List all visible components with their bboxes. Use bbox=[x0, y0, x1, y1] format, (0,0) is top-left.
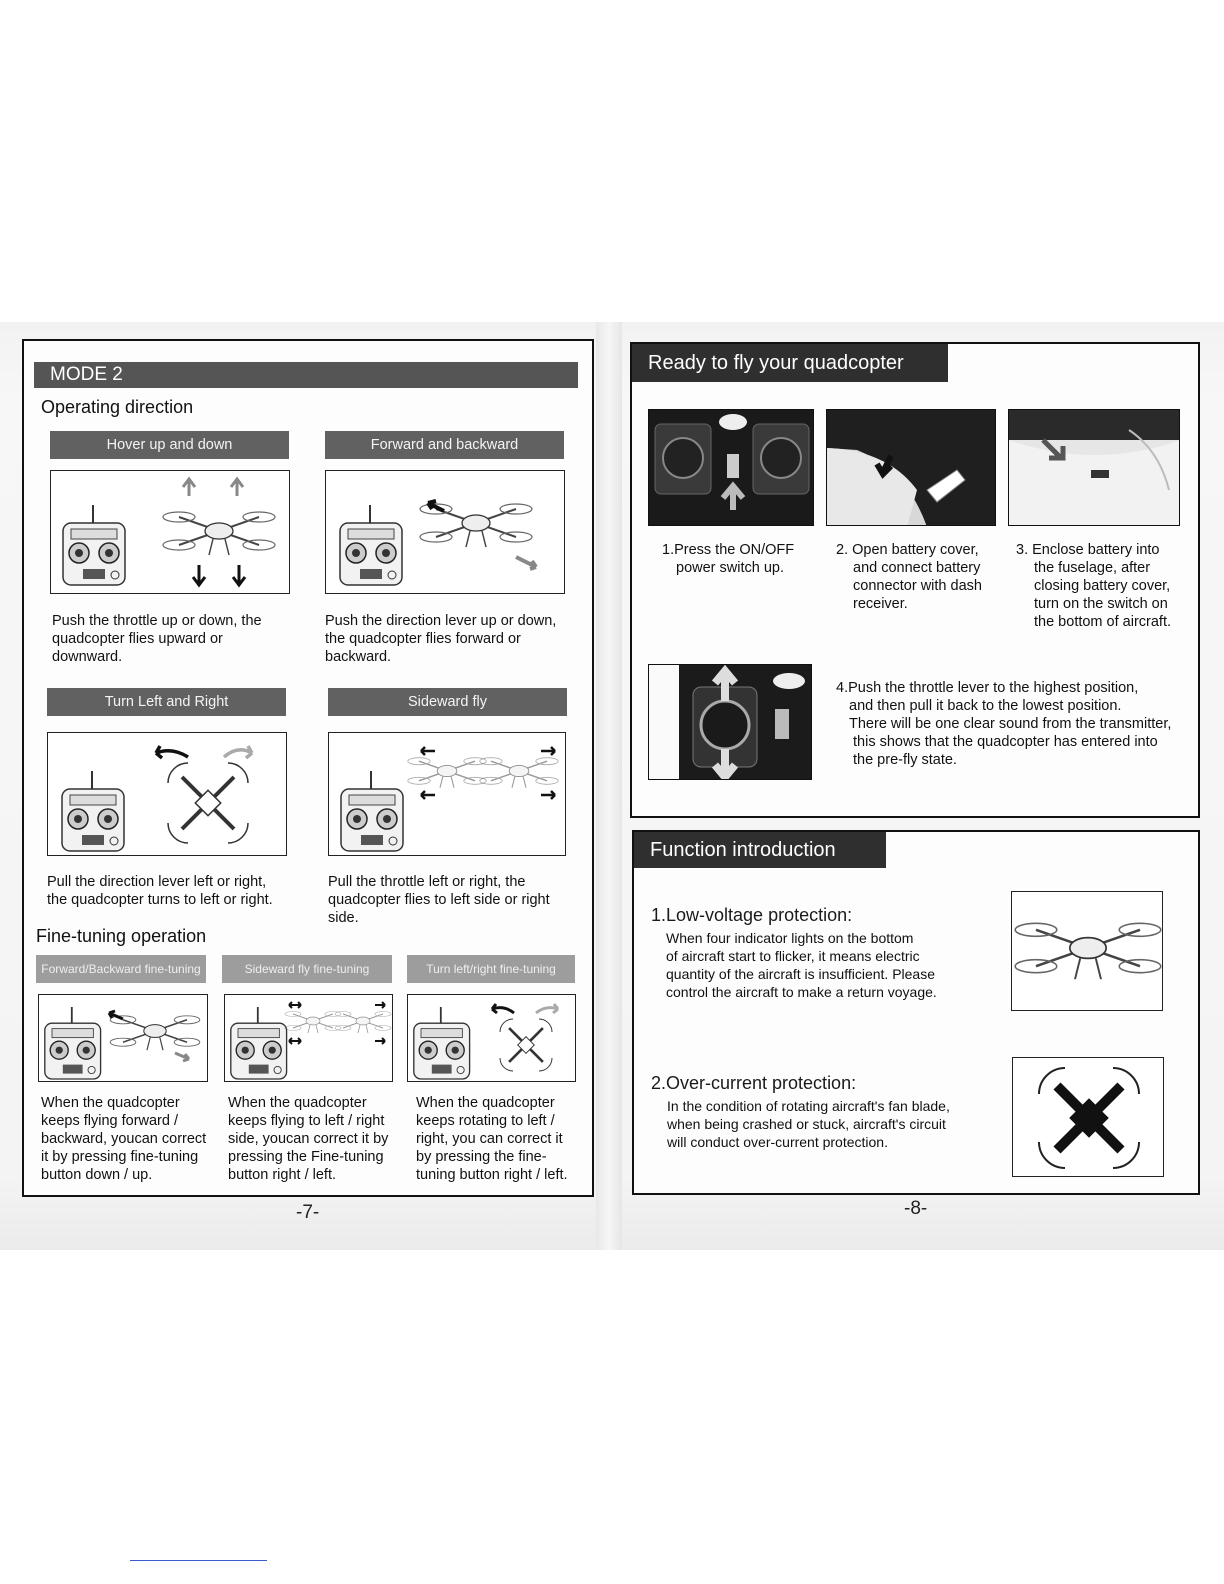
hover-text-line: downward. bbox=[52, 649, 123, 665]
step2-text-line: connector with dash bbox=[853, 578, 982, 594]
over-current-text-line: when being crashed or stuck, aircraft's circuit bbox=[667, 1116, 946, 1132]
over-current-text bbox=[667, 1097, 950, 1151]
up-arrow-icon bbox=[183, 479, 195, 496]
step3-text-line: closing battery cover, bbox=[1034, 578, 1171, 594]
fine-tuning-text-line: keeps flying to left / right bbox=[228, 1113, 385, 1129]
fine-tuning-text-line: right, you can correct it bbox=[416, 1131, 563, 1147]
turn-label-bar: Turn Left and Right bbox=[47, 688, 286, 716]
remote-controller-icon bbox=[45, 1007, 101, 1079]
operating-heading: Operating direction bbox=[41, 397, 194, 417]
step4-text-line: There will be one clear sound from the transmitter, bbox=[849, 716, 1172, 732]
turn-illustration bbox=[47, 732, 287, 856]
hover-text-line: Push the throttle up or down, the bbox=[52, 613, 262, 629]
forward-text-line: Push the direction lever up or down, bbox=[325, 613, 557, 629]
backward-arrow-icon bbox=[175, 1053, 189, 1061]
over-current-text-line: In the condition of rotating aircraft's fan blade, bbox=[667, 1098, 950, 1114]
step4-text-line: 4.Push the throttle lever to the highest position, bbox=[836, 680, 1139, 696]
low-voltage-text-line: When four indicator lights on the bottom bbox=[666, 930, 914, 946]
low-voltage-text-line: control the aircraft to make a return voyage. bbox=[666, 984, 937, 1000]
fine-tuning-text bbox=[228, 1094, 388, 1184]
step2-text bbox=[836, 541, 982, 613]
forward-text bbox=[325, 612, 556, 666]
step3-text-line: the fuselage, after bbox=[1034, 560, 1151, 576]
low-voltage-text-line: of aircraft start to flicker, it means electric bbox=[666, 948, 920, 964]
low-voltage-text-line: quantity of the aircraft is insufficient. Please bbox=[666, 966, 935, 982]
down-arrow-icon bbox=[193, 565, 205, 585]
left-arrow-icon bbox=[421, 791, 435, 799]
turn-text bbox=[47, 873, 273, 909]
right-arrow-icon bbox=[375, 1002, 385, 1008]
turn-left-arrow-icon bbox=[156, 746, 188, 758]
forward-arrow-icon bbox=[109, 1011, 123, 1019]
fine-tuning-forward-illustration bbox=[38, 994, 208, 1082]
fine-tuning-text bbox=[41, 1094, 206, 1184]
right-arrow-icon bbox=[541, 747, 555, 755]
sideward-text-line: Pull the throttle left or right, the bbox=[328, 874, 526, 890]
mode-title-bar: MODE 2 bbox=[34, 362, 578, 388]
hover-illustration bbox=[50, 470, 290, 594]
turn-text-line: the quadcopter turns to left or right. bbox=[47, 892, 273, 908]
step1-text-line: 1.Press the ON/OFF bbox=[662, 542, 795, 558]
step4-text bbox=[836, 679, 1171, 769]
right-arrow-icon bbox=[375, 1038, 385, 1044]
turn-right-arrow-icon bbox=[536, 1004, 558, 1013]
remote-controller-icon bbox=[63, 505, 125, 585]
quadcopter-icon bbox=[110, 1016, 200, 1050]
quadcopter-icon bbox=[163, 512, 275, 555]
step2-text-line: and connect battery bbox=[853, 560, 981, 576]
quadcopter-icon bbox=[1015, 923, 1161, 979]
hover-text-line: quadcopter flies upward or bbox=[52, 631, 223, 647]
low-voltage-illustration bbox=[1011, 891, 1163, 1011]
over-current-illustration bbox=[1012, 1057, 1164, 1177]
fine-tuning-text-line: When the quadcopter bbox=[416, 1095, 555, 1111]
backward-arrow-icon bbox=[516, 557, 536, 569]
fine-tuning-text bbox=[416, 1094, 568, 1184]
down-arrow-icon bbox=[233, 565, 245, 585]
turn-left-arrow-icon bbox=[492, 1004, 514, 1013]
fine-tuning-text-line: button down / up. bbox=[41, 1167, 153, 1183]
fine-tuning-text-line: When the quadcopter bbox=[228, 1095, 367, 1111]
sideward-illustration bbox=[328, 732, 566, 856]
quadcopter-icon bbox=[480, 758, 558, 788]
low-voltage-text bbox=[666, 929, 937, 1001]
page-number-right: -8- bbox=[904, 1198, 928, 1219]
fine-tuning-text-line: by pressing the fine- bbox=[416, 1149, 547, 1165]
fine-tuning-text-line: side, youcan correct it by bbox=[228, 1131, 389, 1147]
fine-tuning-heading: Fine-tuning operation bbox=[36, 926, 207, 946]
fine-tuning-label-bar: Turn left/right fine-tuning bbox=[407, 955, 575, 983]
footer-rule bbox=[130, 1560, 267, 1561]
step2-photo bbox=[826, 409, 996, 526]
step4-photo bbox=[648, 664, 812, 780]
sideward-text-line: side. bbox=[328, 910, 359, 926]
quadcopter-icon bbox=[420, 504, 532, 547]
fine-tuning-text-line: it by pressing fine-tuning bbox=[41, 1149, 199, 1165]
fine-tuning-text-line: keeps rotating to left / bbox=[416, 1113, 555, 1129]
step1-text-line: power switch up. bbox=[676, 560, 784, 576]
step3-text-line: the bottom of aircraft. bbox=[1034, 614, 1172, 630]
ready-title-bar: Ready to fly your quadcopter bbox=[632, 344, 948, 382]
left-arrow-icon bbox=[421, 747, 435, 755]
hover-text bbox=[52, 612, 262, 666]
step4-text-line: this shows that the quadcopter has entered into bbox=[853, 734, 1158, 750]
right-arrow-icon bbox=[541, 791, 555, 799]
function-title-bar: Function introduction bbox=[634, 832, 886, 868]
quadcopter-icon bbox=[285, 1012, 341, 1034]
remote-controller-icon bbox=[62, 771, 124, 851]
low-voltage-heading: 1.Low-voltage protection: bbox=[651, 905, 853, 925]
remote-controller-icon bbox=[414, 1007, 470, 1079]
fine-tuning-label-bar: Sideward fly fine-tuning bbox=[222, 955, 392, 983]
remote-controller-icon bbox=[341, 771, 403, 851]
quadcopter-top-icon bbox=[500, 1019, 552, 1071]
spine-shadow bbox=[596, 322, 622, 1250]
forward-text-line: the quadcopter flies forward or bbox=[325, 631, 521, 647]
step4-text-line: the pre-fly state. bbox=[853, 752, 957, 768]
left-right-arrow-icon bbox=[289, 1038, 301, 1044]
forward-text-line: backward. bbox=[325, 649, 392, 665]
step3-photo bbox=[1008, 409, 1180, 526]
step1-photo bbox=[648, 409, 814, 526]
step2-text-line: 2. Open battery cover, bbox=[836, 542, 979, 558]
page-number-left: -7- bbox=[296, 1202, 320, 1223]
hover-label-bar: Hover up and down bbox=[50, 431, 289, 459]
remote-controller-icon bbox=[340, 505, 402, 585]
sideward-label-bar: Sideward fly bbox=[328, 688, 567, 716]
left-right-arrow-icon bbox=[289, 1002, 301, 1008]
up-arrow-icon bbox=[231, 479, 243, 496]
fine-tuning-sideward-illustration bbox=[224, 994, 393, 1082]
fine-tuning-text-line: button right / left. bbox=[228, 1167, 337, 1183]
over-current-text-line: will conduct over-current protection. bbox=[667, 1134, 888, 1150]
fine-tuning-text-line: tuning button right / left. bbox=[416, 1167, 568, 1183]
turn-text-line: Pull the direction lever left or right, bbox=[47, 874, 267, 890]
fine-tuning-text-line: keeps flying forward / bbox=[41, 1113, 179, 1129]
step3-text-line: 3. Enclose battery into bbox=[1016, 542, 1160, 558]
remote-controller-icon bbox=[231, 1007, 287, 1079]
step2-text-line: receiver. bbox=[853, 596, 908, 612]
fine-tuning-label-bar: Forward/Backward fine-tuning bbox=[36, 955, 206, 983]
sideward-text bbox=[328, 873, 550, 927]
quadcopter-icon bbox=[408, 758, 486, 788]
step3-text-line: turn on the switch on bbox=[1034, 596, 1168, 612]
forward-illustration bbox=[325, 470, 565, 594]
step1-text bbox=[662, 541, 794, 577]
fine-tuning-text-line: backward, youcan correct bbox=[41, 1131, 207, 1147]
sideward-text-line: quadcopter flies to left side or right bbox=[328, 892, 550, 908]
fine-tuning-turn-illustration bbox=[407, 994, 576, 1082]
fine-tuning-text-line: pressing the Fine-tuning bbox=[228, 1149, 384, 1165]
quadcopter-icon bbox=[335, 1012, 391, 1034]
step3-text bbox=[1016, 541, 1171, 631]
fine-tuning-text-line: When the quadcopter bbox=[41, 1095, 180, 1111]
step4-text-line: and then pull it back to the lowest position. bbox=[849, 698, 1122, 714]
quadcopter-top-icon bbox=[168, 763, 248, 843]
forward-label-bar: Forward and backward bbox=[325, 431, 564, 459]
over-current-heading: 2.Over-current protection: bbox=[651, 1073, 857, 1093]
turn-right-arrow-icon bbox=[224, 746, 252, 758]
